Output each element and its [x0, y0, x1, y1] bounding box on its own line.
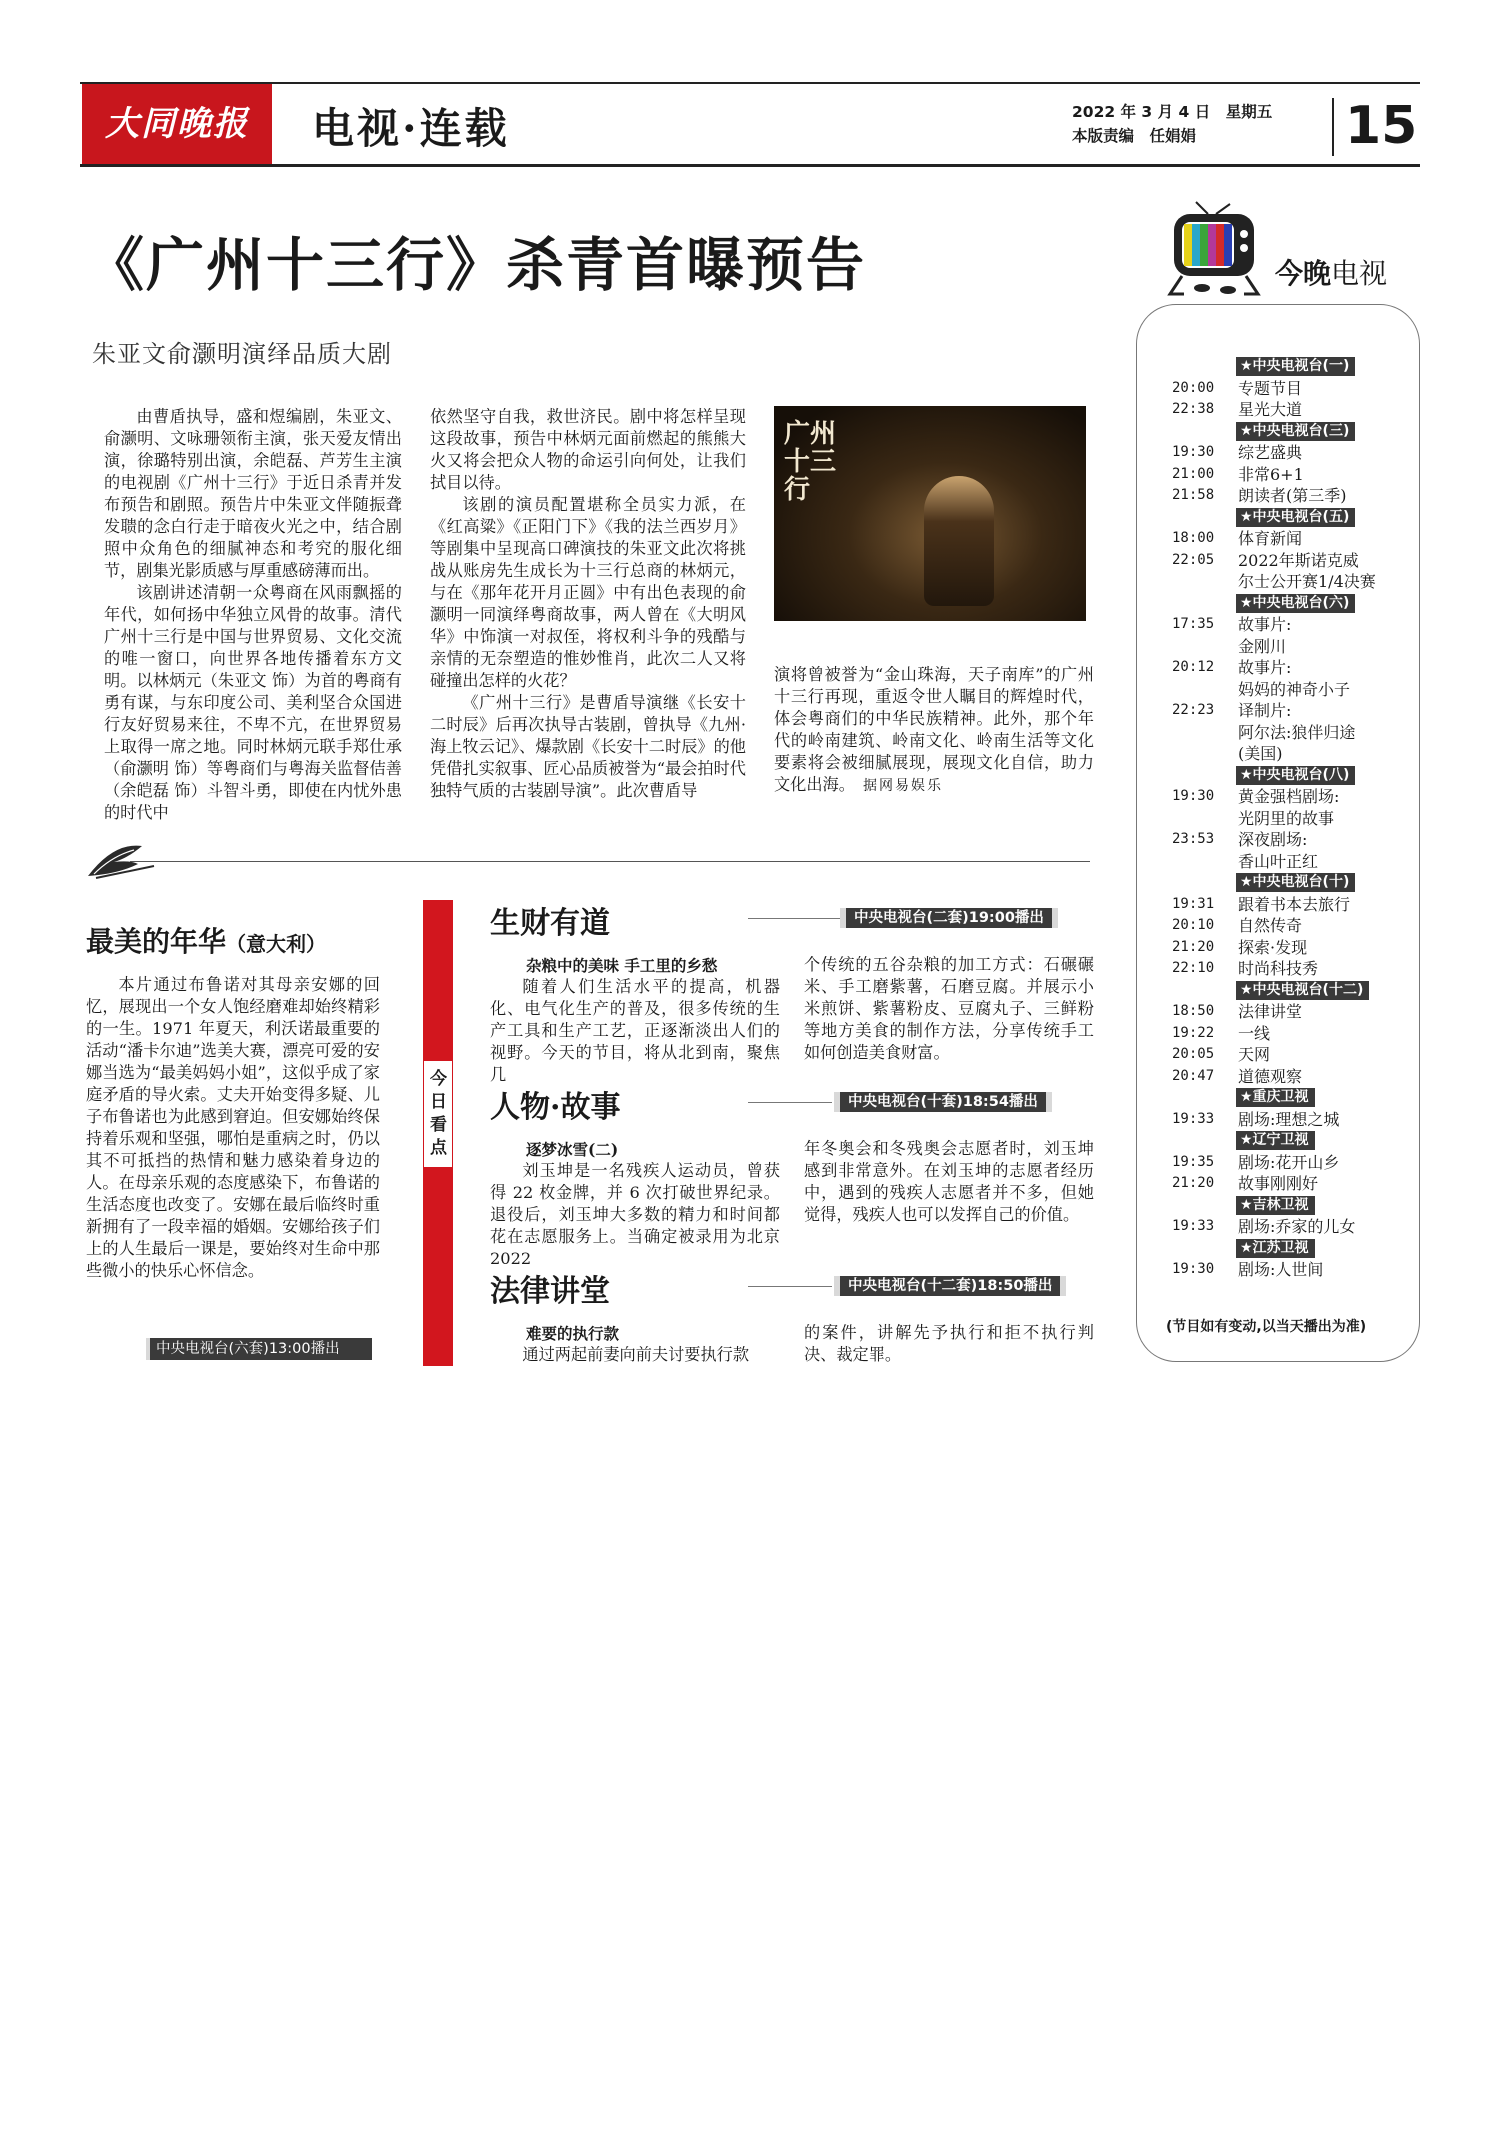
schedule-show: 2022年斯诺克威: [1238, 550, 1359, 570]
schedule-show: 非常6+1: [1238, 464, 1304, 484]
schedule-channel-header: ★中央电视台(十): [1236, 873, 1355, 892]
schedule-show: 星光大道: [1238, 400, 1303, 419]
schedule-show: 剧场:人世间: [1238, 1260, 1324, 1279]
schedule-channel-header: ★重庆卫视: [1236, 1088, 1315, 1107]
highlight-strip-label: 今日看点: [430, 1069, 447, 1158]
schedule-show: 金刚川: [1238, 636, 1287, 656]
section-divider: [130, 861, 1090, 862]
schedule-channel-header: ★中央电视台(六): [1236, 594, 1355, 613]
schedule-show: 天网: [1238, 1045, 1271, 1064]
program-subtitle: 难要的执行款: [526, 1324, 620, 1343]
schedule-show: 朗读者(第三季): [1238, 486, 1347, 505]
program-title: 法律讲堂: [490, 1274, 610, 1309]
lead-paragraph: 《广州十三行》是曹盾导演继《长安十二时辰》后再次执导古装剧，曾执导《九州·海上牧云记》、爆款剧《长安十二时辰》的他凭借扎实叙事、匠心品质被誉为“最会拍时代独特气质的古装剧导演”。此次曹盾导: [430, 693, 746, 800]
schedule-show: 剧场:花开山乡: [1238, 1152, 1340, 1172]
schedule-time: 22:05: [1172, 551, 1215, 568]
program-paragraph: 年冬奥会和冬残奥会志愿者时，刘玉坤感到非常意外。在刘玉坤的志愿者经历中，遇到的残疾人志愿者并不多，但她觉得，残疾人也可以发挥自己的价值。: [804, 1139, 1094, 1224]
feature-title-text: 最美的年华: [86, 925, 227, 958]
schedule-show: 综艺盛典: [1238, 443, 1303, 462]
masthead-rule-bottom: [80, 164, 1420, 167]
page-number-separator: [1332, 98, 1334, 156]
schedule-show: 黄金强档剧场:: [1238, 787, 1340, 806]
schedule-show: 剧场:理想之城: [1238, 1109, 1340, 1129]
schedule-time: 20:10: [1172, 917, 1215, 933]
lead-paragraph: 该剧讲述清朝一众粤商在风雨飘摇的年代，如何扬中华独立风骨的故事。清代广州十三行是中国与世界贸易、文化交流的唯一窗口，向世界各地传播着东方文明。以林炳元（朱亚文 饰）为首的粤商有勇有谋，与东印度公司、美利坚合众国进行友好贸易来往，不卑不亢，在世界贸易上取得一席之地。同时林炳元联手郑仕承（俞灏明 饰）等粤商们与粤海关监督佶善（余皑磊 饰）斗智斗勇，即使在内忧外患的时代中: [104, 583, 402, 822]
program-body-right: [804, 1138, 1094, 1226]
schedule-time: 19:33: [1172, 1110, 1215, 1127]
schedule-show: 深夜剧场:: [1238, 830, 1308, 849]
schedule-show: 道德观察: [1238, 1066, 1303, 1086]
program-paragraph: 随着人们生活水平的提高，机器化、电气化生产的普及，很多传统的生产工具和生产工艺，正逐渐淡出人们的视野。今天的节目，将从北到南，聚焦几: [490, 977, 780, 1084]
program-rule: [748, 918, 840, 919]
schedule-show: 故事刚刚好: [1238, 1174, 1319, 1193]
schedule-time: 21:00: [1172, 465, 1215, 482]
lead-credit: 据网易娱乐: [863, 778, 944, 794]
schedule-channel-header: ★中央电视台(三): [1236, 422, 1355, 441]
program-body-left: [490, 1344, 780, 1366]
schedule-channel-header: ★中央电视台(一): [1236, 357, 1355, 376]
program-paragraph: 个传统的五谷杂粮的加工方式：石碾碾米、手工磨紫薯，石磨豆腐。并展示小米煎饼、紫薯粉皮、豆腐丸子、三鲜粉等地方美食的制作方法，分享传统手工如何创造美食财富。: [804, 955, 1094, 1062]
schedule-time: 22:10: [1172, 960, 1215, 976]
schedule-time: 22:38: [1172, 401, 1215, 417]
program-body-left: [490, 976, 780, 1086]
program-title: 人物·故事: [490, 1090, 621, 1125]
program-body-right: [804, 1322, 1094, 1366]
program-body-right: [804, 954, 1094, 1064]
schedule-time: 18:00: [1172, 530, 1215, 546]
schedule-show: 尔士公开赛1/4决赛: [1238, 572, 1376, 591]
schedule-channel-header: ★辽宁卫视: [1236, 1131, 1315, 1150]
headline: 《广州十三行》杀青首曝预告: [86, 231, 867, 299]
schedule-show: 剧场:乔家的儿女: [1238, 1217, 1356, 1236]
feature-country: （意大利）: [226, 932, 327, 956]
feature-body: [86, 974, 380, 1282]
schedule-time: 20:12: [1172, 659, 1215, 675]
feature-paragraph: 本片通过布鲁诺对其母亲安娜的回忆，展现出一个女人饱经磨难却始终精彩的一生。1971 年夏天，利沃诺最重要的活动“潘卡尔迪”选美大赛，漂亮可爱的安娜当选为“最美妈妈小姐”，这似乎成了家庭矛盾的导火索。丈夫开始变得多疑、儿子布鲁诺也为此感到窘迫。但安娜始终保持着乐观和坚强，哪怕是重病之时，仍以其不可抵挡的热情和魅力感染着身边的人。在母亲乐观的态度感染下，布鲁诺的生活态度也改变了。安娜在最后临终时重新拥有了一段幸福的婚姻。安娜给孩子们上的人生最后一课是，要始终对生命中那些微小的快乐心怀信念。: [86, 975, 380, 1280]
schedule-note: (节目如有变动,以当天播出为准): [1166, 1319, 1367, 1335]
program-title: 生财有道: [490, 906, 610, 941]
schedule-channel-header: ★中央电视台(八): [1236, 766, 1355, 785]
schedule-show: (美国): [1238, 744, 1283, 763]
section-title: 电视·连载: [312, 104, 510, 153]
program-airing-tag: 中央电视台(十套)18:54播出: [840, 1092, 1046, 1112]
schedule-time: 19:22: [1172, 1024, 1215, 1041]
lead-paragraph: 依然坚守自我，救世济民。剧中将怎样呈现这段故事，预告中林炳元面前燃起的熊熊大火又将会把众人物的命运引向何处，让我们拭目以待。: [430, 407, 746, 492]
schedule-show: 自然传奇: [1238, 916, 1303, 935]
schedule-show: 故事片:: [1238, 658, 1292, 677]
lead-paragraph: 由曹盾执导，盛和煜编剧，朱亚文、俞灏明、文咏珊领衔主演，张天爱友情出演，徐璐特别出演，余皑磊、芦芳生主演的电视剧《广州十三行》于近日杀青并发布预告和剧照。预告片中朱亚文伴随振聋发聩的念白行走于暗夜火光之中，结合剧照中众角色的细腻神态和考究的服化细节，剧集光影质感与厚重感磅薄而出。: [104, 407, 402, 580]
schedule-show: 时尚科技秀: [1238, 959, 1319, 978]
schedule-time: 19:35: [1172, 1153, 1215, 1170]
program-paragraph: 的案件，讲解先予执行和拒不执行判决、裁定罪。: [804, 1323, 1094, 1364]
schedule-time: 17:35: [1172, 616, 1215, 632]
lead-column-2: [430, 406, 746, 802]
drama-still-photo: [774, 406, 1086, 621]
program-subtitle: 杂粮中的美味 手工里的乡愁: [526, 956, 718, 975]
editor-line: 本版责编 任娟娟: [1072, 127, 1197, 145]
schedule-show: 光阴里的故事: [1238, 808, 1335, 828]
logo-text: 大同晚报: [105, 104, 249, 144]
schedule-channel-header: ★江苏卫视: [1236, 1239, 1315, 1258]
program-airing-tag: 中央电视台(十二套)18:50播出: [840, 1276, 1060, 1296]
newspaper-logo: [82, 84, 272, 164]
schedule-show: 体育新闻: [1238, 529, 1303, 548]
schedule-time: 19:31: [1172, 895, 1215, 912]
schedule-show: 香山叶正红: [1238, 851, 1319, 871]
schedule-time: 19:30: [1172, 1261, 1215, 1277]
schedule-show: 跟着书本去旅行: [1238, 894, 1351, 914]
schedule-time: 18:50: [1172, 1003, 1215, 1019]
lead-paragraph: 该剧的演员配置堪称全员实力派，在《红高粱》《正阳门下》《我的法兰西岁月》等剧集中呈现高口碑演技的朱亚文此次将挑战从账房先生成长为十三行总商的林炳元，与在《那年花开月正圆》中有出色表现的俞灏明一同演绎粤商故事，两人曾在《大明风华》中饰演一对叔侄，将权利斗争的残酷与亲情的无奈塑造的惟妙惟肖，此次二人又将碰撞出怎样的火花？: [430, 495, 746, 690]
date-line: 2022 年 3 月 4 日 星期五: [1072, 103, 1273, 121]
schedule-show: 专题节目: [1238, 378, 1303, 398]
schedule-title: [1275, 252, 1387, 292]
photo-calligraphy-title: 广州十三行: [784, 419, 837, 505]
schedule-time: 19:33: [1172, 1218, 1215, 1234]
program-paragraph: 通过两起前妻向前夫讨要执行款: [522, 1345, 750, 1364]
schedule-time: 21:20: [1172, 938, 1215, 955]
program-rule: [748, 1286, 832, 1287]
schedule-time: 20:05: [1172, 1046, 1215, 1062]
feather-ornament-icon: [84, 836, 164, 882]
masthead-rule-top: [80, 82, 1420, 84]
feature-title: [86, 920, 326, 960]
schedule-show: 阿尔法:狼伴归途: [1238, 722, 1356, 742]
program-paragraph: 刘玉坤是一名残疾人运动员，曾获得 22 枚金牌，并 6 次打破世界纪录。退役后，刘玉坤大多数的精力和时间都花在志愿服务上。当确定被录用为北京 2022: [490, 1161, 780, 1268]
schedule-time: 23:53: [1172, 831, 1215, 847]
schedule-time: 20:47: [1172, 1067, 1215, 1084]
schedule-time: 20:00: [1172, 379, 1215, 396]
lead-column-1: [104, 406, 402, 824]
schedule-show: 译制片:: [1238, 701, 1292, 720]
schedule-channel-header: ★吉林卫视: [1236, 1196, 1315, 1215]
schedule-time: 22:23: [1172, 702, 1215, 718]
lead-column-3: [774, 664, 1094, 797]
schedule-show: 故事片:: [1238, 615, 1292, 634]
schedule-show: 探索·发现: [1238, 937, 1308, 957]
schedule-time: 21:20: [1172, 1175, 1215, 1191]
schedule-show: 法律讲堂: [1238, 1002, 1303, 1021]
lead-paragraph: 演将曾被誉为“金山珠海，天子南库”的广州十三行再现，重返令世人瞩目的辉煌时代，体会粤商们的中华民族精神。此外，那个年代的岭南建筑、岭南文化、岭南生活等文化要素将会被细腻展现，展现文化自信，助力文化出海。: [774, 665, 1094, 794]
program-body-left: [490, 1160, 780, 1270]
schedule-show: 妈妈的神奇小子: [1238, 679, 1351, 699]
program-airing-tag: 中央电视台(二套)19:00播出: [846, 908, 1052, 928]
schedule-channel-header: ★中央电视台(十二): [1236, 981, 1369, 1000]
schedule-title-bold: 今晚: [1275, 257, 1332, 290]
program-rule: [748, 1102, 832, 1103]
schedule-channel-header: ★中央电视台(五): [1236, 508, 1355, 527]
television-icon: [1160, 200, 1264, 300]
program-subtitle: 逐梦冰雪(二): [526, 1140, 619, 1159]
page-number: 15: [1345, 96, 1418, 156]
photo-figure: [924, 476, 994, 606]
schedule-time: 19:30: [1172, 788, 1215, 804]
schedule-show: 一线: [1238, 1023, 1271, 1043]
schedule-time: 21:58: [1172, 487, 1215, 503]
feature-airing-tag: 中央电视台(六套)13:00播出: [150, 1338, 372, 1360]
subheadline: 朱亚文俞灏明演绎品质大剧: [92, 340, 392, 368]
schedule-time: 19:30: [1172, 444, 1215, 460]
schedule-title-rest: 电视: [1331, 257, 1388, 290]
